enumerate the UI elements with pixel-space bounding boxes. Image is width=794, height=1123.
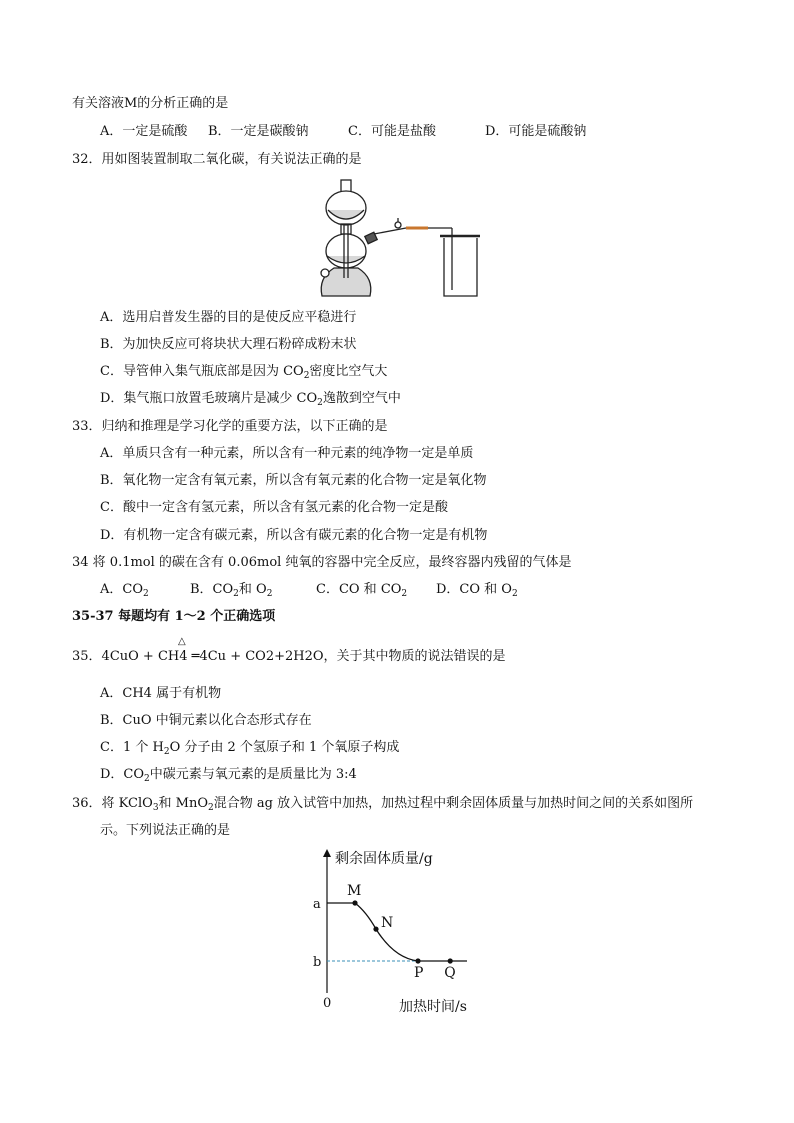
- q34-option-c: C．CO 和 $CO_2$: [316, 582, 408, 599]
- q33-option-d: D．有机物一定含有碳元素，所以含有碳元素的化合物一定是有机物: [100, 528, 488, 543]
- q32-stem: 32．用如图装置制取二氧化碳，有关说法正确的是: [72, 152, 362, 167]
- mass-curve: [327, 903, 467, 961]
- q32-option-a: A．选用启普发生器的目的是使反应平稳进行: [100, 310, 357, 325]
- y-axis-arrow: [323, 849, 331, 857]
- y-tick-b: b: [313, 955, 322, 970]
- point-p: [415, 958, 420, 963]
- heat-symbol: △: [178, 636, 186, 647]
- q33-stem: 33．归纳和推理是学习化学的重要方法，以下正确的是: [72, 419, 388, 434]
- point-label-m: M: [347, 883, 362, 899]
- q34-option-a: A．$CO_2$: [100, 582, 149, 599]
- q32-option-d: D．集气瓶口放置毛玻璃片是减少 $CO_2$逸散到空气中: [100, 391, 401, 408]
- q34-option-d: D．CO 和 $O_2$: [436, 582, 518, 599]
- point-q: [448, 958, 453, 963]
- q33-option-c: C．酸中一定含有氢元素，所以含有氢元素的化合物一定是酸: [100, 500, 448, 515]
- mass-vs-time-chart: [305, 845, 505, 1015]
- q34-option-b: B．$CO_2$和 $O_2$: [190, 582, 273, 599]
- q35-option-a: A．CH4 属于有机物: [100, 686, 222, 701]
- q33-option-a: A．单质只含有一种元素，所以含有一种元素的纯净物一定是单质: [100, 446, 474, 461]
- q36-stem-line2: 示。下列说法正确的是: [100, 823, 231, 838]
- equals-sign: ═: [191, 649, 200, 664]
- point-m: [352, 900, 357, 905]
- point-label-q: Q: [444, 965, 456, 981]
- x-axis-label: 加热时间/s: [399, 999, 467, 1015]
- y-axis-label: 剩余固体质量/g: [335, 851, 433, 867]
- point-n: [373, 927, 378, 932]
- point-label-n: N: [381, 915, 394, 932]
- gas-jar: [440, 236, 480, 296]
- kipp-generator-drawing: [321, 180, 406, 296]
- q35-stem: 35．4CuO + CH4 ═4Cu + CO2+2H2O，关于其中物质的说法错误的是: [72, 649, 506, 664]
- y-tick-a: a: [313, 897, 321, 912]
- q35-option-b: B．CuO 中铜元素以化合态形式存在: [100, 713, 312, 728]
- q32-option-b: B．为加快反应可将块状大理石粉碎成粉末状: [100, 337, 357, 352]
- q32-option-c: C．导管伸入集气瓶底部是因为 $CO_2$密度比空气大: [100, 364, 388, 381]
- origin-label: 0: [323, 996, 332, 1011]
- q31-option-c: C．可能是盐酸: [348, 124, 436, 139]
- q33-option-b: B．氧化物一定含有氧元素，所以含有氧元素的化合物一定是氧化物: [100, 473, 487, 488]
- point-label-p: P: [414, 965, 424, 981]
- q31-option-b: B．一定是碳酸钠: [208, 124, 309, 139]
- q31-stem: 有关溶液M的分析正确的是: [72, 96, 229, 111]
- q35-option-c: C．1 个 $H_2O$ 分子由 2 个氢原子和 1 个氧原子构成: [100, 740, 400, 757]
- q36-stem-line1: 36．将 KClO$_3$和 MnO$_2$混合物 ag 放入试管中加热，加热过程中剩余固体质量与加热时间之间的关系如图所: [72, 796, 694, 813]
- q31-option-a: A．一定是硫酸: [100, 124, 188, 139]
- q34-stem: 34 将 0.1mol 的碳在含有 0.06mol 纯氧的容器中完全反应，最终容器内残留的气体是: [72, 555, 572, 570]
- q35-option-d: D．$CO_2$中碳元素与氧元素的是质量比为 3:4: [100, 767, 357, 784]
- kipp-apparatus-figure: [312, 178, 492, 300]
- section-note: 35-37 每题均有 1～2 个正确选项: [72, 609, 276, 624]
- delivery-tube: [428, 228, 452, 290]
- q31-option-d: D．可能是硫酸钠: [485, 124, 587, 139]
